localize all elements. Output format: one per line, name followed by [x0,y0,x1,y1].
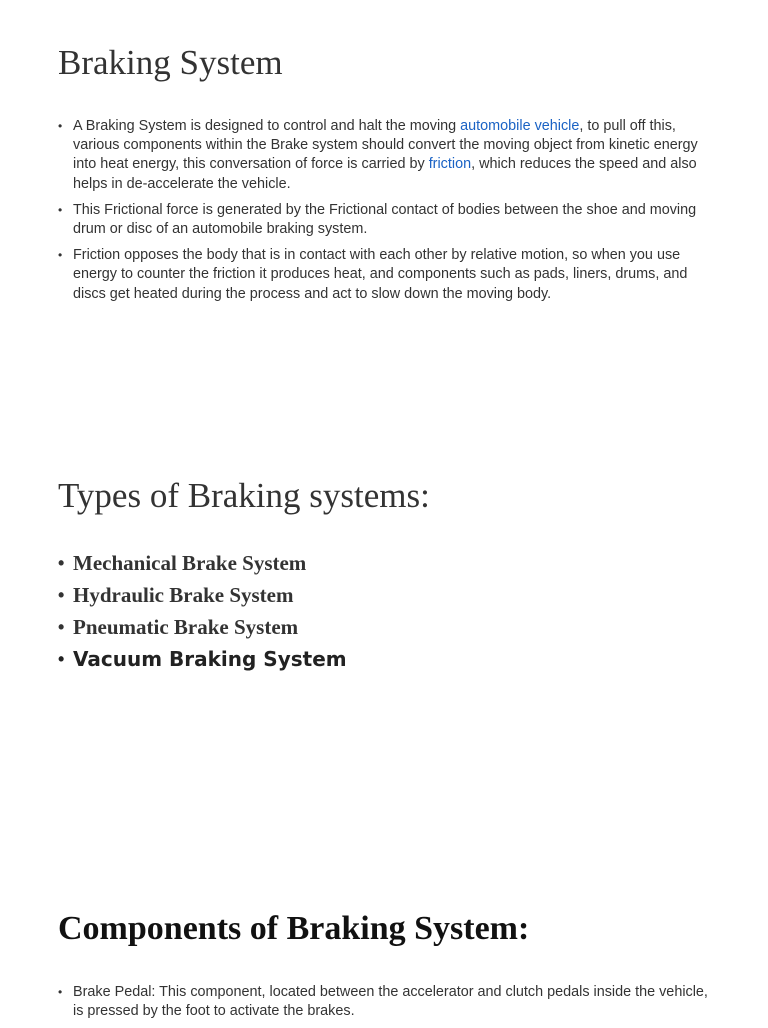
list-item [58,547,347,579]
list-item [58,611,347,643]
bullet-icon: • [58,617,65,637]
bullet-icon: • [58,202,63,217]
bullet-icon: • [58,649,65,669]
section-title-braking-system: Braking System [58,43,283,82]
list-item [58,117,710,194]
friction-link[interactable]: friction [428,156,472,173]
brake-type-label: Hydraulic Brake System [73,583,294,607]
list-item [58,201,710,239]
brake-type-label: Mechanical Brake System [73,551,307,575]
bullet-icon: • [58,585,65,605]
brake-type-label: Vacuum Braking System [73,647,347,671]
section-title-components: Components of Braking System: [58,910,530,947]
section-title-types-of-braking: Types of Braking systems: [58,476,430,515]
bullet-text: , which reduces the speed and also helps in de-accelerate the vehicle. [73,156,697,192]
braking-types-list [58,547,347,675]
list-item [58,643,347,675]
bullet-text: A Braking System is designed to control and halt the moving [73,118,461,134]
brake-type-label: Pneumatic Brake System [73,615,299,639]
list-item [58,983,710,1021]
bullet-text: This Frictional force is generated by the Frictional contact of bodies between the shoe and moving drum or disc of an automobile braking system. [73,201,697,238]
bullet-text: , to pull off this, various components within the Brake system should convert the moving object from kinetic energy into heat energy, this conversation of force is carried by [73,118,698,173]
bullet-text: Friction opposes the body that is in contact with each other by relative motion, so when you use energy to counter the friction it produces heat, and components such as pads, liners, drums, and discs get heated during the process and act to slow down the moving body. [73,247,688,302]
bullet-icon: • [58,553,65,573]
bullet-icon: • [58,248,63,263]
bullet-icon: • [58,119,63,133]
components-bullet-list [58,983,710,1028]
bullet-icon: • [58,985,63,999]
automobile-vehicle-link[interactable]: automobile vehicle [460,118,580,134]
braking-system-bullet-list [58,117,710,311]
list-item [58,246,710,304]
list-item [58,579,347,611]
bullet-text: Brake Pedal: This component, located between the accelerator and clutch pedals inside the vehicle, is pressed by the foot to activate the brakes. [73,984,708,1020]
